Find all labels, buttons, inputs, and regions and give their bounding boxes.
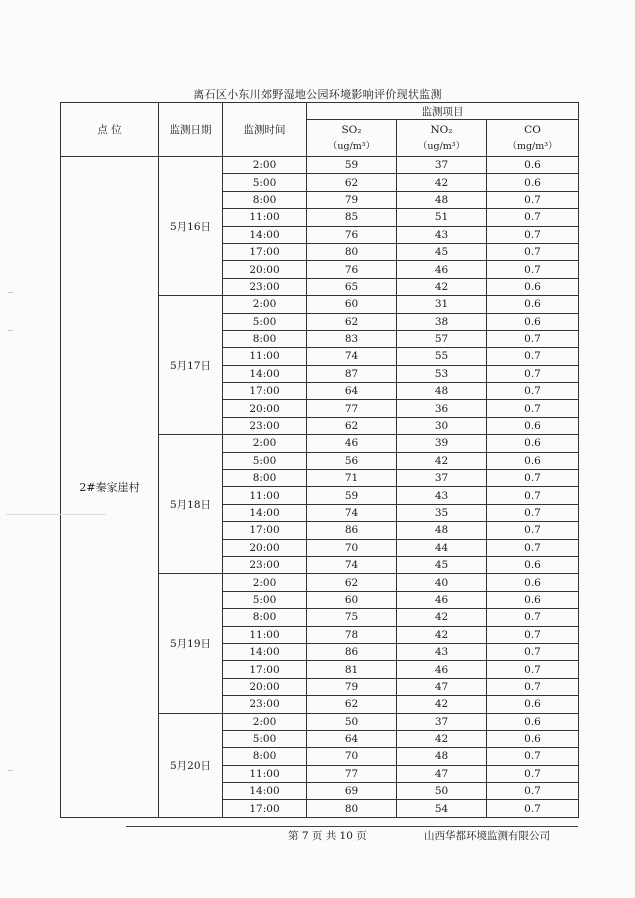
co-cell: 0.7 (487, 209, 579, 226)
no2-cell: 55 (397, 348, 487, 365)
co-cell: 0.7 (487, 626, 579, 643)
header-time: 监测时间 (223, 103, 307, 157)
scan-mark (8, 770, 13, 771)
co-cell: 0.7 (487, 191, 579, 208)
so2-cell: 65 (307, 278, 397, 295)
no2-cell: 30 (397, 417, 487, 434)
co-cell: 0.6 (487, 452, 579, 469)
no2-cell: 42 (397, 452, 487, 469)
co-cell: 0.6 (487, 296, 579, 313)
co-cell: 0.6 (487, 556, 579, 573)
co-cell: 0.7 (487, 800, 579, 817)
time-cell: 8:00 (223, 191, 307, 208)
so2-cell: 85 (307, 209, 397, 226)
so2-cell: 86 (307, 522, 397, 539)
co-cell: 0.7 (487, 330, 579, 347)
co-cell: 0.6 (487, 417, 579, 434)
time-cell: 14:00 (223, 783, 307, 800)
so2-cell: 64 (307, 730, 397, 747)
so2-cell: 64 (307, 383, 397, 400)
time-cell: 14:00 (223, 365, 307, 382)
so2-cell: 76 (307, 261, 397, 278)
co-cell: 0.6 (487, 713, 579, 730)
time-cell: 2:00 (223, 713, 307, 730)
so2-cell: 62 (307, 174, 397, 191)
point-name: 2#秦家崖村 (61, 157, 159, 818)
time-cell: 5:00 (223, 313, 307, 330)
so2-cell: 62 (307, 313, 397, 330)
no2-cell: 48 (397, 191, 487, 208)
so2-cell: 77 (307, 400, 397, 417)
co-cell: 0.7 (487, 243, 579, 260)
time-cell: 20:00 (223, 539, 307, 556)
no2-cell: 47 (397, 765, 487, 782)
co-cell: 0.7 (487, 383, 579, 400)
time-cell: 20:00 (223, 678, 307, 695)
scan-mark (8, 292, 13, 293)
no2-cell: 50 (397, 783, 487, 800)
co-cell: 0.6 (487, 574, 579, 591)
page-number: 第 7 页 共 10 页 (288, 830, 367, 842)
time-cell: 8:00 (223, 748, 307, 765)
date-cell: 5月19日 (159, 574, 223, 713)
scan-mark (6, 514, 106, 515)
co-cell: 0.7 (487, 348, 579, 365)
date-cell: 5月18日 (159, 435, 223, 574)
so2-cell: 74 (307, 348, 397, 365)
co-cell: 0.6 (487, 157, 579, 174)
so2-cell: 70 (307, 539, 397, 556)
time-cell: 17:00 (223, 243, 307, 260)
no2-cell: 35 (397, 504, 487, 521)
no2-cell: 45 (397, 556, 487, 573)
so2-cell: 59 (307, 487, 397, 504)
co-cell: 0.7 (487, 470, 579, 487)
so2-cell: 86 (307, 643, 397, 660)
so2-cell: 80 (307, 243, 397, 260)
so2-cell: 62 (307, 574, 397, 591)
co-cell: 0.6 (487, 278, 579, 295)
no2-cell: 43 (397, 226, 487, 243)
header-co: CO （mg/m³） (487, 120, 579, 157)
so2-cell: 76 (307, 226, 397, 243)
co-cell: 0.6 (487, 696, 579, 713)
no2-cell: 42 (397, 730, 487, 747)
time-cell: 11:00 (223, 626, 307, 643)
no2-cell: 45 (397, 243, 487, 260)
document-title: 离石区小东川郊野湿地公园环境影响评价现状监测 (193, 88, 442, 101)
so2-cell: 78 (307, 626, 397, 643)
time-cell: 14:00 (223, 643, 307, 660)
no2-cell: 42 (397, 626, 487, 643)
time-cell: 11:00 (223, 765, 307, 782)
time-cell: 17:00 (223, 661, 307, 678)
time-cell: 2:00 (223, 157, 307, 174)
time-cell: 11:00 (223, 209, 307, 226)
no2-cell: 46 (397, 661, 487, 678)
no2-cell: 46 (397, 261, 487, 278)
time-cell: 20:00 (223, 261, 307, 278)
time-cell: 23:00 (223, 556, 307, 573)
time-cell: 5:00 (223, 452, 307, 469)
no2-cell: 37 (397, 470, 487, 487)
header-date: 监测日期 (159, 103, 223, 157)
no2-cell: 43 (397, 487, 487, 504)
co-cell: 0.7 (487, 765, 579, 782)
co-cell: 0.6 (487, 435, 579, 452)
co-cell: 0.6 (487, 174, 579, 191)
scan-mark (8, 330, 13, 331)
time-cell: 23:00 (223, 278, 307, 295)
header-point: 点 位 (61, 103, 159, 157)
co-cell: 0.7 (487, 609, 579, 626)
no2-cell: 43 (397, 643, 487, 660)
time-cell: 5:00 (223, 730, 307, 747)
no2-cell: 44 (397, 539, 487, 556)
header-items: 监测项目 (307, 103, 579, 120)
so2-cell: 71 (307, 470, 397, 487)
footer-rule (126, 826, 578, 827)
no2-cell: 57 (397, 330, 487, 347)
so2-cell: 87 (307, 365, 397, 382)
co-cell: 0.6 (487, 591, 579, 608)
no2-cell: 31 (397, 296, 487, 313)
monitoring-table (60, 102, 579, 818)
so2-cell: 70 (307, 748, 397, 765)
time-cell: 20:00 (223, 400, 307, 417)
time-cell: 17:00 (223, 383, 307, 400)
no2-cell: 42 (397, 174, 487, 191)
time-cell: 14:00 (223, 226, 307, 243)
so2-cell: 60 (307, 591, 397, 608)
co-cell: 0.7 (487, 783, 579, 800)
co-cell: 0.6 (487, 730, 579, 747)
no2-cell: 42 (397, 609, 487, 626)
no2-cell: 53 (397, 365, 487, 382)
so2-cell: 69 (307, 783, 397, 800)
no2-cell: 37 (397, 713, 487, 730)
so2-cell: 50 (307, 713, 397, 730)
time-cell: 5:00 (223, 174, 307, 191)
time-cell: 14:00 (223, 504, 307, 521)
no2-cell: 47 (397, 678, 487, 695)
no2-cell: 48 (397, 748, 487, 765)
no2-cell: 37 (397, 157, 487, 174)
time-cell: 8:00 (223, 470, 307, 487)
time-cell: 23:00 (223, 417, 307, 434)
header-so2: SO₂ （ug/m³） (307, 120, 397, 157)
so2-cell: 46 (307, 435, 397, 452)
co-cell: 0.7 (487, 504, 579, 521)
header-no2: NO₂ （ug/m³） (397, 120, 487, 157)
so2-cell: 79 (307, 678, 397, 695)
so2-cell: 83 (307, 330, 397, 347)
no2-cell: 42 (397, 696, 487, 713)
time-cell: 23:00 (223, 696, 307, 713)
table-row (61, 157, 579, 174)
time-cell: 8:00 (223, 609, 307, 626)
time-cell: 17:00 (223, 800, 307, 817)
organization-name: 山西华都环境监测有限公司 (424, 830, 550, 842)
co-cell: 0.7 (487, 678, 579, 695)
so2-cell: 74 (307, 504, 397, 521)
co-cell: 0.7 (487, 487, 579, 504)
no2-cell: 40 (397, 574, 487, 591)
so2-cell: 81 (307, 661, 397, 678)
time-cell: 8:00 (223, 330, 307, 347)
date-cell: 5月16日 (159, 157, 223, 296)
so2-cell: 62 (307, 696, 397, 713)
date-cell: 5月17日 (159, 296, 223, 435)
co-cell: 0.7 (487, 226, 579, 243)
so2-cell: 59 (307, 157, 397, 174)
time-cell: 2:00 (223, 574, 307, 591)
co-cell: 0.7 (487, 365, 579, 382)
co-cell: 0.7 (487, 400, 579, 417)
so2-cell: 56 (307, 452, 397, 469)
no2-cell: 36 (397, 400, 487, 417)
co-cell: 0.7 (487, 643, 579, 660)
time-cell: 5:00 (223, 591, 307, 608)
no2-cell: 51 (397, 209, 487, 226)
so2-cell: 62 (307, 417, 397, 434)
no2-cell: 48 (397, 522, 487, 539)
so2-cell: 77 (307, 765, 397, 782)
so2-cell: 79 (307, 191, 397, 208)
no2-cell: 42 (397, 278, 487, 295)
so2-cell: 75 (307, 609, 397, 626)
co-cell: 0.7 (487, 539, 579, 556)
time-cell: 17:00 (223, 522, 307, 539)
no2-cell: 38 (397, 313, 487, 330)
time-cell: 11:00 (223, 487, 307, 504)
co-cell: 0.7 (487, 522, 579, 539)
time-cell: 2:00 (223, 435, 307, 452)
no2-cell: 48 (397, 383, 487, 400)
time-cell: 11:00 (223, 348, 307, 365)
no2-cell: 46 (397, 591, 487, 608)
time-cell: 2:00 (223, 296, 307, 313)
so2-cell: 60 (307, 296, 397, 313)
co-cell: 0.7 (487, 748, 579, 765)
no2-cell: 54 (397, 800, 487, 817)
co-cell: 0.6 (487, 313, 579, 330)
so2-cell: 74 (307, 556, 397, 573)
co-cell: 0.7 (487, 261, 579, 278)
date-cell: 5月20日 (159, 713, 223, 817)
so2-cell: 80 (307, 800, 397, 817)
no2-cell: 39 (397, 435, 487, 452)
co-cell: 0.7 (487, 661, 579, 678)
